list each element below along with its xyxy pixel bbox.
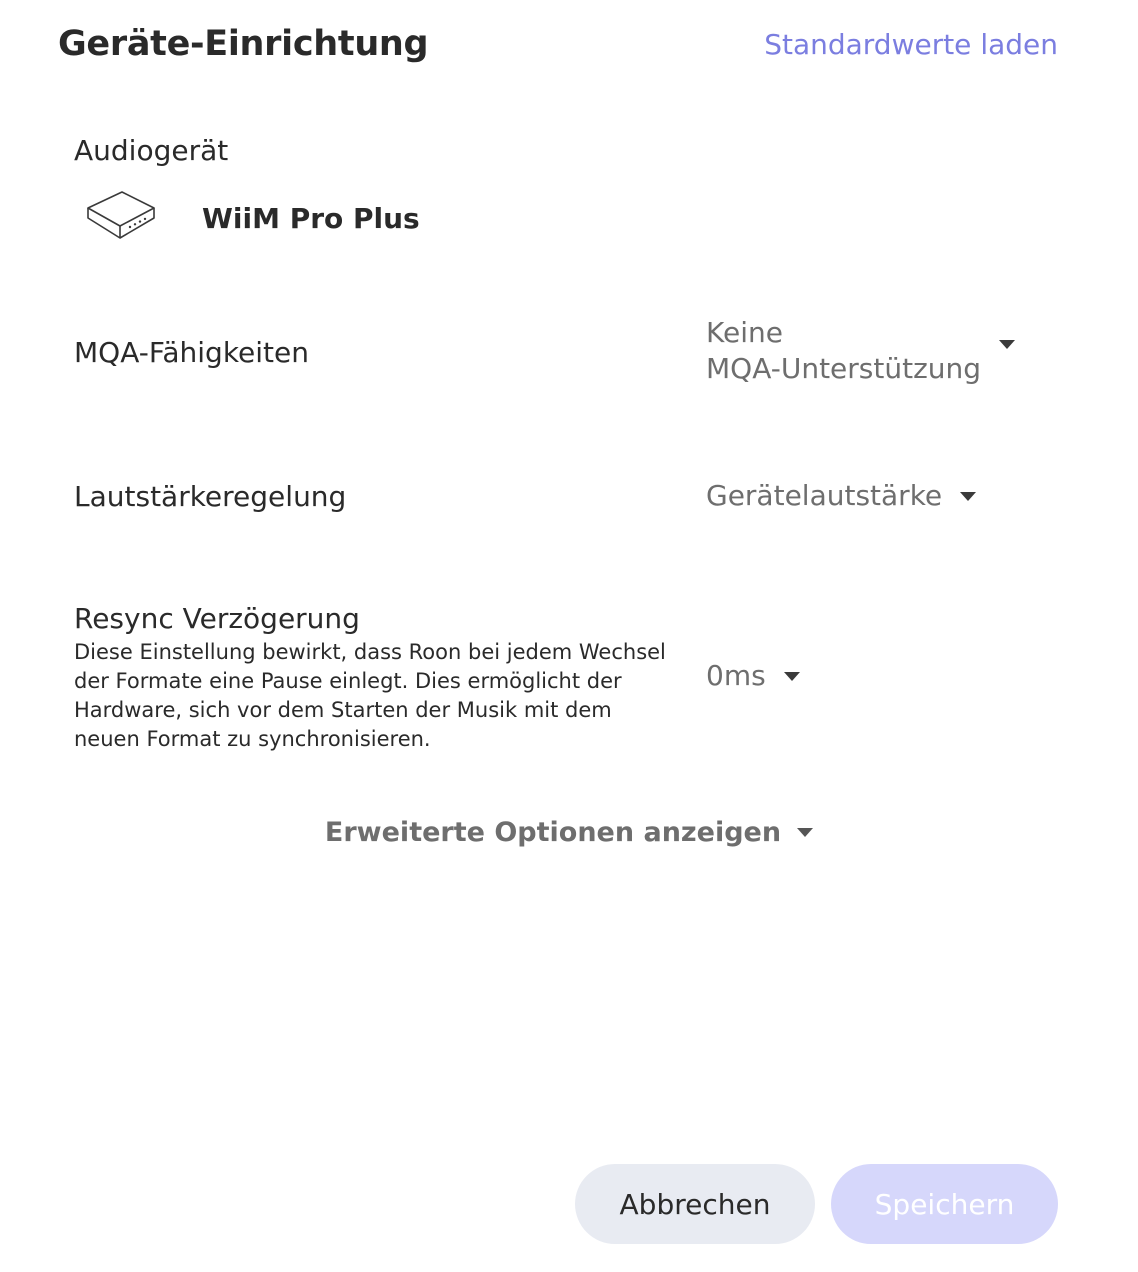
save-button[interactable]: Speichern [831, 1164, 1058, 1244]
audio-device-label: Audiogerät [74, 134, 229, 167]
advanced-options-label: Erweiterte Optionen anzeigen [324, 817, 782, 848]
resync-dropdown-value: 0ms [706, 659, 766, 692]
resync-delay-label: Resync Verzögerung [74, 602, 360, 635]
mqa-value-line-2: MQA-Unterstützung [706, 352, 982, 385]
cancel-button[interactable]: Abbrechen [575, 1164, 815, 1244]
resync-delay-dropdown[interactable] [706, 658, 800, 694]
chevron-down-icon [999, 340, 1015, 349]
streamer-box-icon [82, 186, 158, 250]
volume-control-dropdown[interactable] [706, 478, 976, 514]
page-title: Geräte-Einrichtung [58, 24, 429, 64]
resync-delay-description: Diese Einstellung bewirkt, dass Roon bei jedem Wechsel der Formate eine Pause einlegt. Dies ermöglicht der Hardware, sich vor dem Starten der Musik mit dem neuen Format zu synchronisieren. [74, 640, 666, 751]
mqa-dropdown-value [706, 315, 981, 387]
show-advanced-options-toggle[interactable] [0, 817, 1138, 848]
mqa-capabilities-label: MQA-Fähigkeiten [74, 336, 310, 369]
volume-control-label: Lautstärkeregelung [74, 480, 347, 513]
load-defaults-link[interactable]: Standardwerte laden [764, 28, 1058, 61]
chevron-down-icon [797, 828, 813, 837]
volume-dropdown-value: Gerätelautstärke [706, 479, 943, 512]
mqa-value-line-1: Keine [706, 316, 783, 349]
device-name: WiiM Pro Plus [202, 201, 420, 235]
device-row [82, 186, 420, 250]
chevron-down-icon [960, 492, 976, 501]
chevron-down-icon [784, 672, 800, 681]
mqa-capabilities-dropdown[interactable] [706, 315, 1015, 387]
